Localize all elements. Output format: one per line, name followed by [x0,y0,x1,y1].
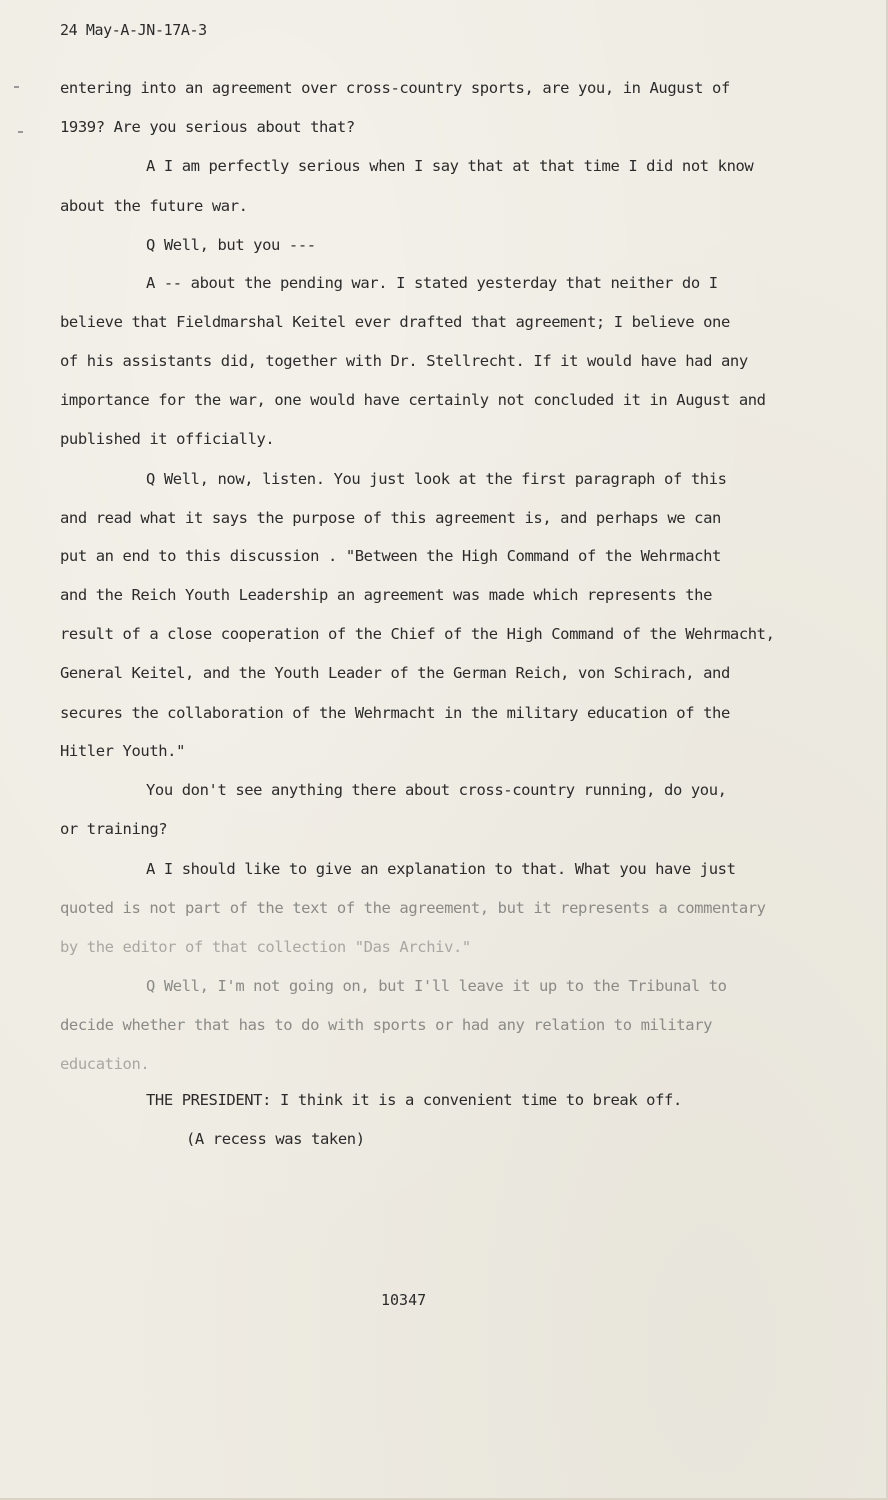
text-line: by the editor of that collection "Das Archiv." [60,938,471,956]
text-line: decide whether that has to do with sports or had any relation to military [60,1016,713,1034]
text-line: Hitler Youth." [60,742,186,760]
text-line: A I should like to give an explanation to that. What you have just [146,860,736,878]
margin-mark [18,131,23,133]
text-line: A I am perfectly serious when I say that at that time I did not know [146,157,754,175]
text-line: of his assistants did, together with Dr. Stellrecht. If it would have had any [60,352,748,370]
text-line: 1939? Are you serious about that? [60,118,355,136]
text-line: result of a close cooperation of the Chief of the High Command of the Wehrmacht, [60,625,775,643]
text-line: secures the collaboration of the Wehrmacht in the military education of the [60,704,730,722]
text-line: and read what it says the purpose of this agreement is, and perhaps we can [60,509,721,527]
text-line: Q Well, now, listen. You just look at the first paragraph of this [146,470,727,488]
text-line: A -- about the pending war. I stated yesterday that neither do I [146,274,718,292]
text-line: You don't see anything there about cross-country running, do you, [146,781,727,799]
document-reference: 24 May-A-JN-17A-3 [60,21,207,39]
margin-mark [14,86,19,88]
text-line: Q Well, but you --- [146,236,316,254]
text-line: education. [60,1055,150,1073]
text-line: General Keitel, and the Youth Leader of the German Reich, von Schirach, and [60,664,730,682]
page-number: 10347 [381,1291,427,1309]
text-line: Q Well, I'm not going on, but I'll leave it up to the Tribunal to [146,977,727,995]
text-line: published it officially. [60,430,275,448]
text-line: or training? [60,820,168,838]
stage-direction: (A recess was taken) [186,1130,365,1148]
speaker-line: THE PRESIDENT: I think it is a convenient time to break off. [146,1091,682,1109]
text-line: quoted is not part of the text of the agreement, but it represents a commentary [60,899,766,917]
text-line: believe that Fieldmarshal Keitel ever drafted that agreement; I believe one [60,313,730,331]
text-line: about the future war. [60,197,248,215]
text-line: and the Reich Youth Leadership an agreement was made which represents the [60,586,713,604]
text-line: put an end to this discussion . "Between the High Command of the Wehrmacht [60,547,721,565]
text-line: importance for the war, one would have certainly not concluded it in August and [60,391,766,409]
text-line: entering into an agreement over cross-country sports, are you, in August of [60,79,730,97]
